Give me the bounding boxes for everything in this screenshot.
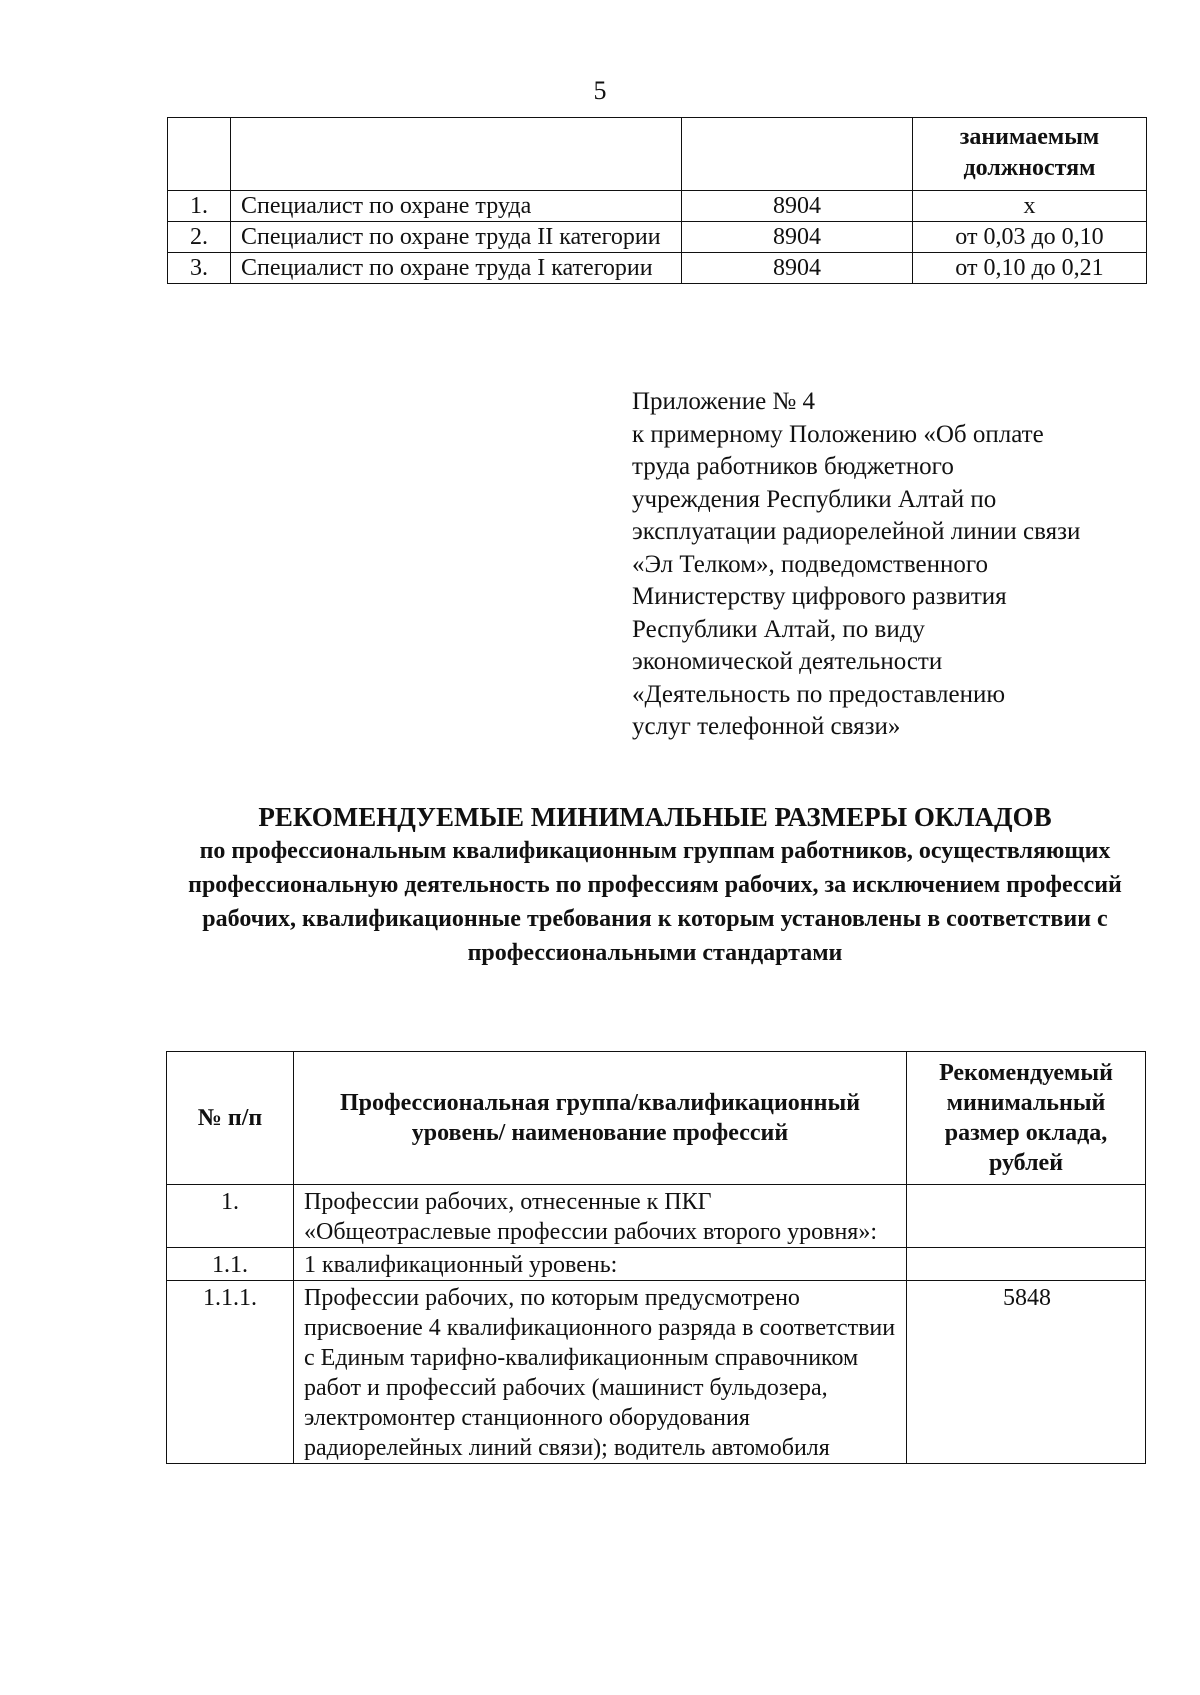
appendix-line: «Эл Телком», подведомственного [632,550,989,578]
salary-value: 8904 [682,253,913,284]
row-number: 1. [168,191,231,222]
coefficient: от 0,03 до 0,10 [913,222,1147,253]
page-number: 5 [593,76,607,105]
table-header-row [168,118,1147,191]
table-row [167,1248,1146,1281]
appendix-line: Приложение № 4 [632,388,816,415]
salary-table [166,1051,1146,1464]
row-number: 3. [168,253,231,284]
appendix-line: к примерному Положению «Об оплате [632,420,1044,448]
coefficients-table-continued [167,117,1147,284]
table-row [168,253,1147,284]
appendix-caption [632,386,1172,744]
document-title: РЕКОМЕНДУЕМЫЕ МИНИМАЛЬНЫЕ РАЗМЕРЫ ОКЛАДОВ [258,802,1052,832]
table-row [167,1185,1146,1248]
row-text: 1 квалификационный уровень: [294,1248,907,1281]
table-header-row [167,1052,1146,1185]
position-name: Специалист по охране труда II категории [231,222,682,253]
appendix-line: «Деятельность по предоставлению [632,680,1006,708]
header-group: Профессиональная группа/квалификационный уровень/ наименование профессий [294,1052,907,1185]
row-text: Профессии рабочих, отнесенные к ПКГ «Общеотраслевые профессии рабочих второго уровня»: [294,1185,907,1248]
header-number: № п/п [167,1052,294,1185]
position-name: Специалист по охране труда I категории [231,253,682,284]
salary-value: 8904 [682,222,913,253]
row-number: 1.1.1. [167,1281,294,1464]
appendix-line: услуг телефонной связи» [632,713,901,740]
row-number: 1. [167,1185,294,1248]
header-cell [231,118,682,191]
appendix-line: Министерству цифрового развития [632,583,1007,610]
appendix-line: учреждения Республики Алтай по [632,485,997,513]
table-row [167,1281,1146,1464]
salary-value: 8904 [682,191,913,222]
appendix-line: труда работников бюджетного [632,453,954,480]
row-value [907,1248,1146,1281]
header-salary: Рекомендуемый минимальный размер оклада, рублей [907,1052,1146,1185]
header-cell [168,118,231,191]
table-row [168,191,1147,222]
document-subtitle: по профессиональным квалификационным группам работников, осуществляющих профессиональную деятельность по профессиям рабочих, за исключением профессий рабочих, квалификационные требования к которым установлены в соответствии с профессиональными стандартами [188,838,1122,966]
header-cell-positions: занимаемым должностям [913,118,1147,191]
row-number: 1.1. [167,1248,294,1281]
row-value [907,1185,1146,1248]
row-number: 2. [168,222,231,253]
row-text: Профессии рабочих, по которым предусмотрено присвоение 4 квалификационного разряда в соответствии с Единым тарифно-квалификационным справочником работ и профессий рабочих (машинист бульдозера, электромонтер станционного оборудования радиорелейных линий связи); водитель автомобиля [294,1281,907,1464]
coefficient: от 0,10 до 0,21 [913,253,1147,284]
appendix-line: Республики Алтай, по виду [632,615,925,643]
coefficient: х [913,191,1147,222]
position-name: Специалист по охране труда [231,191,682,222]
appendix-line: эксплуатации радиорелейной линии связи [632,518,1081,545]
appendix-line: экономической деятельности [632,648,943,675]
document-heading [160,800,1150,970]
row-value: 5848 [907,1281,1146,1464]
table-row [168,222,1147,253]
header-cell [682,118,913,191]
